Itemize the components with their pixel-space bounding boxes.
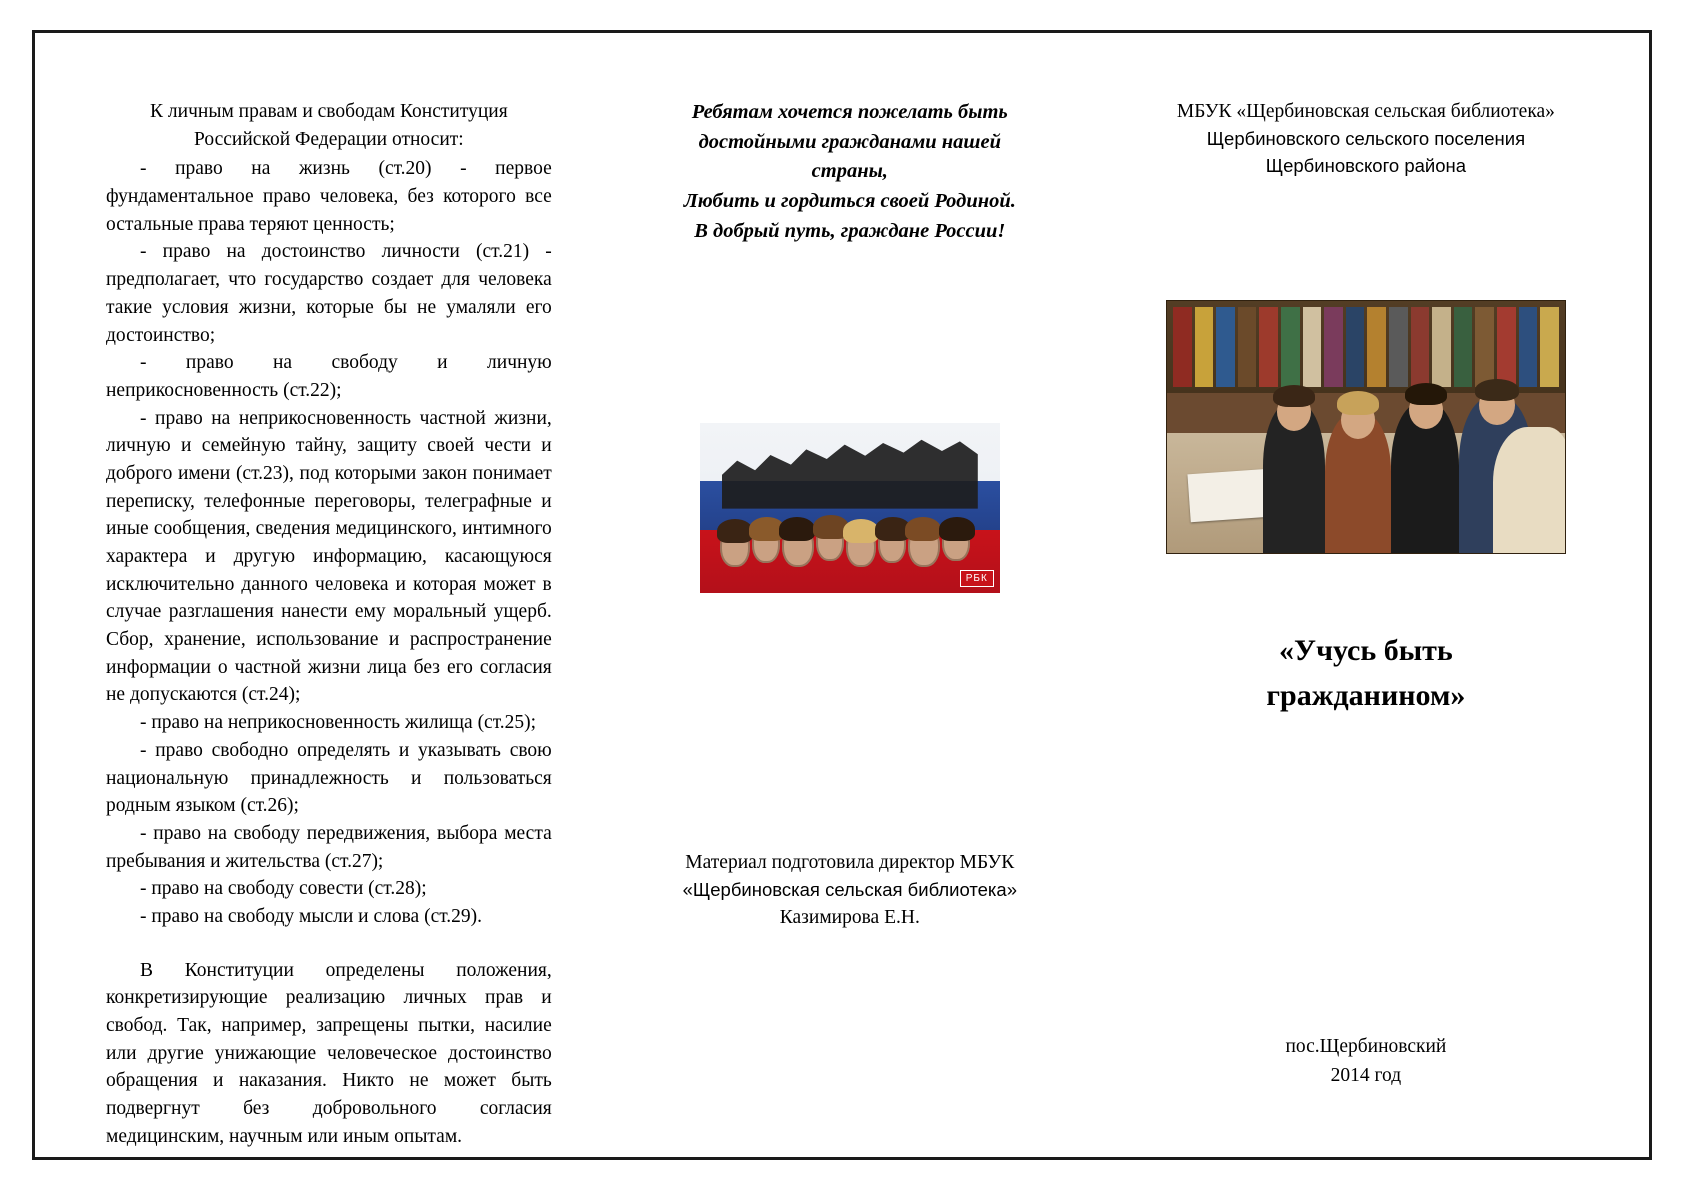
wish-line-2: достойными гражданами нашей: [698, 130, 1002, 153]
credit-line-3: Казимирова Е.Н.: [779, 906, 920, 928]
credit-line-1: Материал подготовила директор МБУК: [685, 851, 1015, 873]
photo-container: [1142, 300, 1590, 554]
people-crowd-graphic: [714, 491, 986, 567]
org-line-3: Щербиновского района: [1265, 155, 1467, 177]
right-item-conscience: - право на свободу совести (ст.28);: [140, 878, 427, 900]
org-line-2: Щербиновского сельского поселения: [1206, 128, 1526, 150]
rbk-watermark: РБК: [960, 570, 994, 587]
right-item-freedom: - право на свободу и личную неприкосновенность (ст.22);: [106, 352, 552, 401]
right-item-dignity: - право на достоинство личности (ст.21) - предполагает, что государство создает для человека такие условия жизни, которые бы не умаляли его достоинство;: [106, 241, 552, 346]
right-item-movement: - право на свободу передвижения, выбора места пребывания и жительства (ст.27);: [106, 822, 552, 872]
books-row: [1173, 307, 1559, 387]
left-heading-line-2: Российской Федерации относит:: [194, 128, 464, 150]
left-panel: [60, 60, 592, 1147]
brochure-title-line-1: «Учусь быть: [1279, 633, 1453, 667]
brochure-title-line-2: гражданином»: [1266, 678, 1466, 712]
left-heading-line-1: К личным правам и свободам Конституция: [150, 101, 508, 122]
flag-image-container: [626, 423, 1074, 593]
person-hair: [1405, 383, 1447, 405]
credit-block: [626, 849, 1074, 932]
wish-line-4: Любить и гордиться своей Родиной.: [683, 190, 1016, 213]
year-line: 2014 год: [1330, 1064, 1402, 1086]
wish-line-1: Ребятам хочется пожелать быть: [691, 101, 1008, 123]
right-panel: [1108, 60, 1624, 1130]
left-heading: [106, 98, 552, 153]
right-item-nationality: - право свободно определять и указывать свою национальную принадлежность и пользоваться родным языком (ст.26);: [106, 739, 552, 817]
left-closing-paragraph: В Конституции определены положения, конкретизирующие реализацию личных прав и свобод. Так, например, запрещены пытки, насилие или другие унижающие человеческое достоинство обращения и наказания. Никто не может быть подвергнут без добровольного согласия медицинским, научным или иным опытам.: [106, 959, 552, 1147]
organization-block: [1142, 98, 1590, 180]
place-year-block: [1142, 1033, 1590, 1090]
right-item-privacy: - право на неприкосновенность частной жизни, личную и семейную тайну, защиту своей чести и доброго имени (ст.23), под которыми закон понимает переписку, телефонные переговоры, телеграфные и иные сообщения, сведения медицинского, интимного характера и другую информацию, касающуюся исключительно данного человека и которая может в случае разглашения нанести ему моральный ущерб. Сбор, хранение, использование и распространение информации о частной жизни лица без его согласия не допускаются (ст.24);: [106, 407, 552, 706]
wish-line-5: В добрый путь, граждане России!: [694, 219, 1006, 242]
org-line-1: МБУК «Щербиновская сельская библиотека»: [1176, 101, 1555, 122]
credit-line-2: «Щербиновская сельская библиотека»: [682, 878, 1017, 900]
wish-text: [626, 98, 1074, 247]
library-reading-group-photo: [1166, 300, 1566, 554]
russia-map-people-flag-image: [700, 423, 1000, 593]
brochure-columns: [60, 60, 1624, 1147]
person-figure-foreground: [1493, 427, 1566, 553]
place-line: пос.Щербиновский: [1285, 1036, 1447, 1058]
person-hair: [1475, 379, 1519, 401]
right-item-life: - право на жизнь (ст.20) - первое фундаментальное право человека, без которого все остальные права теряют ценность;: [106, 158, 552, 235]
person-hair: [1337, 391, 1379, 415]
wish-line-3: страны,: [811, 160, 888, 183]
brochure-title: [1142, 628, 1590, 718]
middle-panel: [592, 60, 1108, 1130]
right-item-thought: - право на свободу мысли и слова (ст.29).: [140, 905, 483, 927]
person-hair: [1273, 385, 1315, 407]
right-item-home: - право на неприкосновенность жилища (ст.25);: [140, 712, 537, 734]
